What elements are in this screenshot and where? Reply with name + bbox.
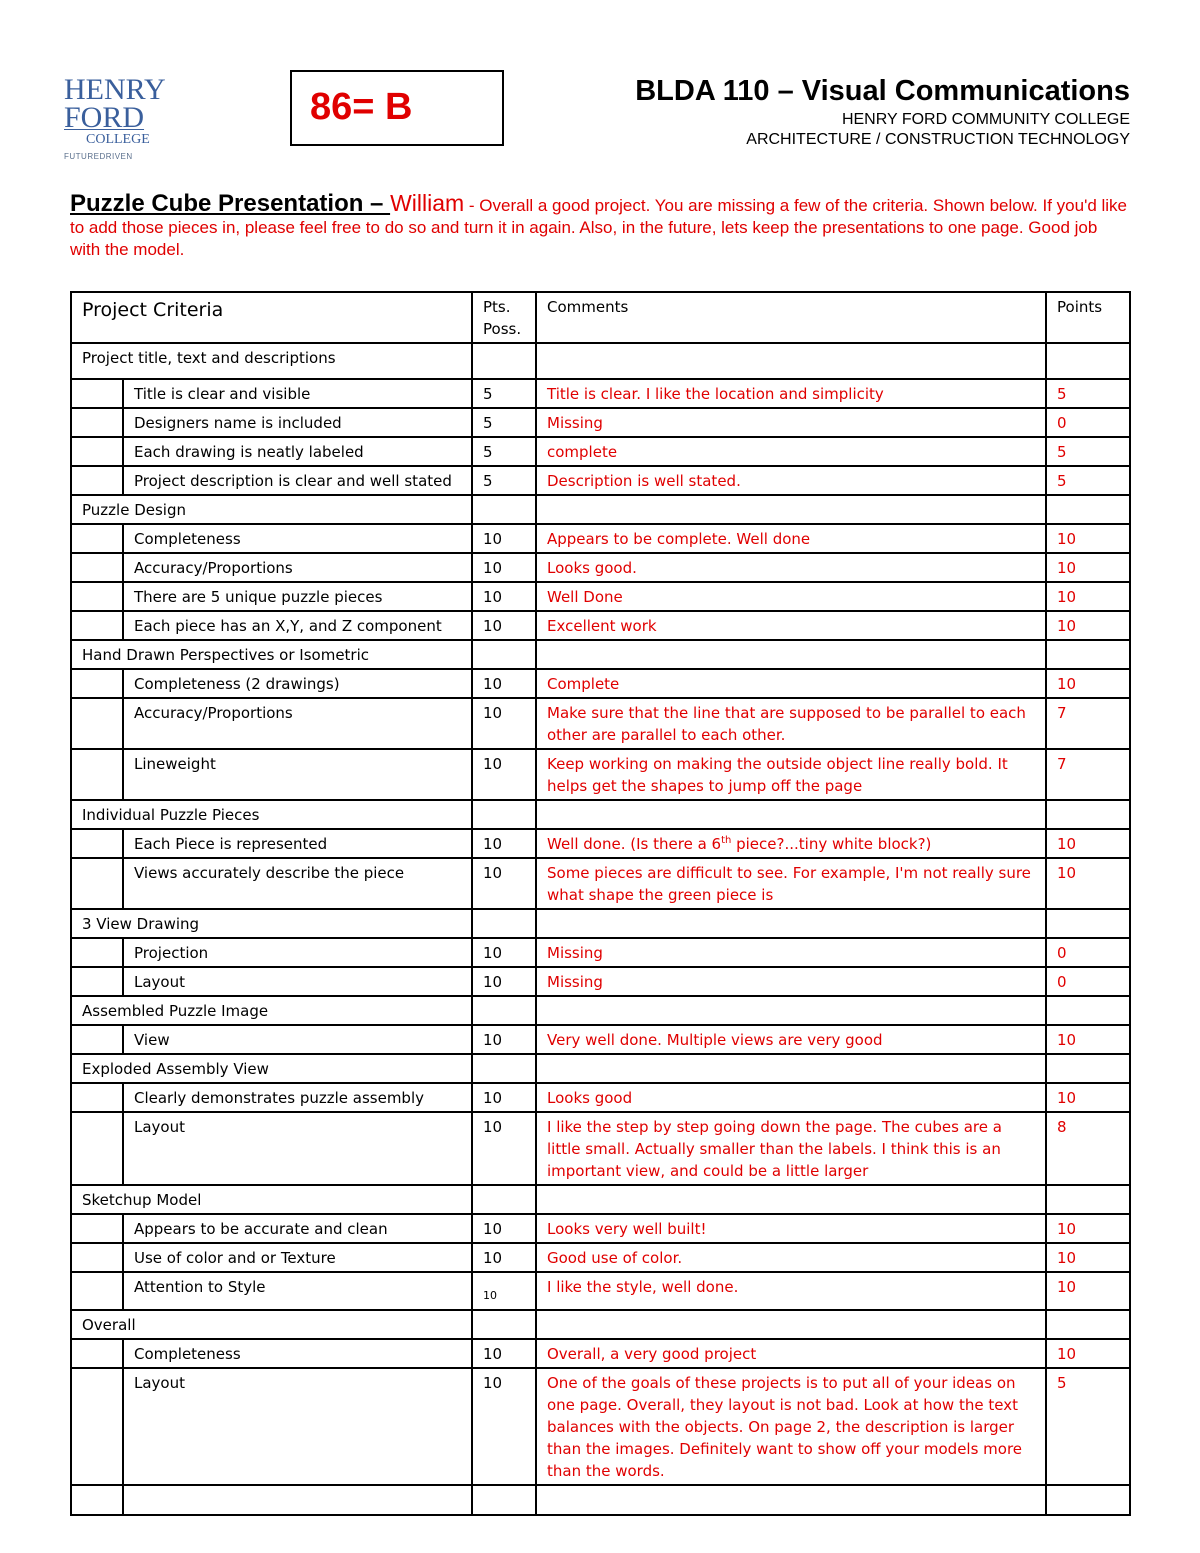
- section-title: Assembled Puzzle Image: [71, 996, 472, 1025]
- indent-cell: [71, 1112, 123, 1185]
- comment-cell: Missing: [536, 938, 1046, 967]
- comment-cell: Some pieces are difficult to see. For example, I'm not really sure what shape the green piece is: [536, 858, 1046, 909]
- table-row: [71, 1025, 1130, 1054]
- section-comment-cell: [536, 996, 1046, 1025]
- comment-cell: One of the goals of these projects is to put all of your ideas on one page. Overall, they layout is not bad. Look at how the text balances with the objects. On page 2, the description is larger than the images. Definitely want to show off your models more than the words.: [536, 1368, 1046, 1485]
- section-header-row: [71, 495, 1130, 524]
- score-cell: 10: [1046, 553, 1130, 582]
- pts-poss-cell: 10: [472, 611, 536, 640]
- indent-cell: [71, 1339, 123, 1368]
- criterion-cell: Title is clear and visible: [123, 379, 472, 408]
- section-score-cell: [1046, 800, 1130, 829]
- section-header-row: [71, 343, 1130, 379]
- section-header-row: [71, 1310, 1130, 1339]
- section-comment-cell: [536, 343, 1046, 379]
- table-row: [71, 611, 1130, 640]
- section-pts-cell: [472, 1310, 536, 1339]
- section-header-row: [71, 996, 1130, 1025]
- indent-cell: [71, 938, 123, 967]
- score-cell: 10: [1046, 1272, 1130, 1310]
- pts-poss-cell: [472, 1485, 536, 1515]
- score-cell: 10: [1046, 1214, 1130, 1243]
- table-row: [71, 466, 1130, 495]
- table-row: [71, 437, 1130, 466]
- section-title: Exploded Assembly View: [71, 1054, 472, 1083]
- section-title: Hand Drawn Perspectives or Isometric: [71, 640, 472, 669]
- table-row: [71, 829, 1130, 858]
- grade-box: [290, 70, 504, 146]
- criterion-cell: There are 5 unique puzzle pieces: [123, 582, 472, 611]
- section-pts-cell: [472, 800, 536, 829]
- course-title: BLDA 110 – Visual Communications: [635, 75, 1130, 107]
- comment-cell: Title is clear. I like the location and simplicity: [536, 379, 1046, 408]
- pts-poss-cell: 5: [472, 408, 536, 437]
- score-cell: 10: [1046, 858, 1130, 909]
- table-row: [71, 749, 1130, 800]
- comment-cell: Make sure that the line that are supposed to be parallel to each other are parallel to each other.: [536, 698, 1046, 749]
- pts-poss-cell: 10: [472, 938, 536, 967]
- score-cell: 10: [1046, 611, 1130, 640]
- table-row: [71, 1368, 1130, 1485]
- section-comment-cell: [536, 1054, 1046, 1083]
- section-header-row: [71, 800, 1130, 829]
- section-title: Overall: [71, 1310, 472, 1339]
- indent-cell: [71, 1485, 123, 1515]
- table-row: [71, 1339, 1130, 1368]
- comment-cell: Looks good: [536, 1083, 1046, 1112]
- section-score-cell: [1046, 1185, 1130, 1214]
- indent-cell: [71, 829, 123, 858]
- section-pts-cell: [472, 1054, 536, 1083]
- header-comments: Comments: [536, 292, 1046, 343]
- pts-poss-cell: 10: [472, 1112, 536, 1185]
- comment-cell: I like the step by step going down the page. The cubes are a little small. Actually smaller than the labels. I think this is an important view, and could be a little larger: [536, 1112, 1046, 1185]
- criterion-cell: Layout: [123, 967, 472, 996]
- indent-cell: [71, 698, 123, 749]
- score-cell: 10: [1046, 669, 1130, 698]
- instructor-feedback: - Overall a good project. You are missing a few of the criteria. Shown below. If you'd like to add those pieces in, please feel free to do so and turn it in again. Also, in the future, lets keep the presentations to one page. Good job with the model.: [70, 196, 1128, 259]
- criterion-cell: Accuracy/Proportions: [123, 553, 472, 582]
- section-pts-cell: [472, 996, 536, 1025]
- indent-cell: [71, 749, 123, 800]
- indent-cell: [71, 1083, 123, 1112]
- criterion-cell: Projection: [123, 938, 472, 967]
- indent-cell: [71, 379, 123, 408]
- section-pts-cell: [472, 495, 536, 524]
- comment-cell: Description is well stated.: [536, 466, 1046, 495]
- grade-text: 86= B: [310, 86, 413, 128]
- section-score-cell: [1046, 996, 1130, 1025]
- section-title: Puzzle Design: [71, 495, 472, 524]
- pts-poss-cell: 5: [472, 379, 536, 408]
- table-row: [71, 1083, 1130, 1112]
- header-pts-poss: Pts. Poss.: [472, 292, 536, 343]
- pts-poss-cell: 10: [472, 669, 536, 698]
- score-cell: 5: [1046, 379, 1130, 408]
- section-header-row: [71, 640, 1130, 669]
- intro-paragraph: [70, 192, 1130, 261]
- section-title: Sketchup Model: [71, 1185, 472, 1214]
- empty-row: [71, 1485, 1130, 1515]
- score-cell: 10: [1046, 829, 1130, 858]
- criterion-cell: Each Piece is represented: [123, 829, 472, 858]
- comment-text: Well done. (Is there a 6: [547, 835, 722, 853]
- pts-poss-cell: 10: [472, 524, 536, 553]
- pts-poss-cell: 10: [472, 1214, 536, 1243]
- table-row: [71, 553, 1130, 582]
- table-row: [71, 408, 1130, 437]
- criterion-cell: Views accurately describe the piece: [123, 858, 472, 909]
- logo-line-1: HENRY: [64, 73, 166, 106]
- section-header-row: [71, 1054, 1130, 1083]
- pts-poss-cell: 10: [472, 967, 536, 996]
- score-cell: 10: [1046, 1083, 1130, 1112]
- criterion-cell: Project description is clear and well stated: [123, 466, 472, 495]
- table-row: [71, 938, 1130, 967]
- pts-poss-cell: 10: [472, 1083, 536, 1112]
- section-header-row: [71, 1185, 1130, 1214]
- table-row: [71, 379, 1130, 408]
- table-row: [71, 1214, 1130, 1243]
- comment-cell: Missing: [536, 408, 1046, 437]
- criterion-cell: Completeness (2 drawings): [123, 669, 472, 698]
- college-logo: [64, 73, 166, 161]
- course-header: [635, 74, 1130, 150]
- indent-cell: [71, 669, 123, 698]
- section-comment-cell: [536, 800, 1046, 829]
- comment-cell: I like the style, well done.: [536, 1272, 1046, 1310]
- section-score-cell: [1046, 495, 1130, 524]
- score-cell: 5: [1046, 466, 1130, 495]
- comment-cell: Well Done: [536, 582, 1046, 611]
- score-cell: 5: [1046, 1368, 1130, 1485]
- table-row: [71, 967, 1130, 996]
- section-title: 3 View Drawing: [71, 909, 472, 938]
- score-cell: 10: [1046, 1025, 1130, 1054]
- pts-poss-cell: 10: [472, 749, 536, 800]
- criterion-cell: Use of color and or Texture: [123, 1243, 472, 1272]
- score-cell: 8: [1046, 1112, 1130, 1185]
- comment-superscript: th: [721, 835, 732, 846]
- college-name: HENRY FORD COMMUNITY COLLEGE: [841, 111, 1130, 128]
- pts-poss-cell: 5: [472, 466, 536, 495]
- table-row: [71, 858, 1130, 909]
- pts-poss-cell: 10: [472, 553, 536, 582]
- section-comment-cell: [536, 1310, 1046, 1339]
- indent-cell: [71, 408, 123, 437]
- comment-cell: [536, 1485, 1046, 1515]
- table-row: [71, 669, 1130, 698]
- department-name: ARCHITECTURE / CONSTRUCTION TECHNOLOGY: [746, 131, 1130, 148]
- comment-cell: Very well done. Multiple views are very good: [536, 1025, 1046, 1054]
- criterion-cell: Each piece has an X,Y, and Z component: [123, 611, 472, 640]
- pts-poss-cell: 10: [472, 1339, 536, 1368]
- pts-poss-cell: 10: [472, 1025, 536, 1054]
- section-score-cell: [1046, 1054, 1130, 1083]
- project-title: Puzzle Cube Presentation –: [70, 190, 391, 217]
- comment-cell: Appears to be complete. Well done: [536, 524, 1046, 553]
- indent-cell: [71, 1214, 123, 1243]
- comment-cell: complete: [536, 437, 1046, 466]
- indent-cell: [71, 1243, 123, 1272]
- header-points: Points: [1046, 292, 1130, 343]
- pts-poss-cell: 10: [472, 698, 536, 749]
- section-comment-cell: [536, 1185, 1046, 1214]
- pts-poss-cell: 10: [472, 858, 536, 909]
- score-cell: [1046, 1485, 1130, 1515]
- score-cell: 10: [1046, 582, 1130, 611]
- score-cell: 10: [1046, 1243, 1130, 1272]
- logo-line-3: COLLEGE: [86, 132, 150, 147]
- comment-cell: Excellent work: [536, 611, 1046, 640]
- score-cell: 7: [1046, 698, 1130, 749]
- criterion-cell: Each drawing is neatly labeled: [123, 437, 472, 466]
- criterion-cell: Layout: [123, 1112, 472, 1185]
- table-row: [71, 524, 1130, 553]
- student-name: William: [390, 190, 465, 216]
- section-score-cell: [1046, 1310, 1130, 1339]
- comment-cell: Looks very well built!: [536, 1214, 1046, 1243]
- criterion-cell: [123, 1485, 472, 1515]
- section-pts-cell: [472, 343, 536, 379]
- section-title: Individual Puzzle Pieces: [71, 800, 472, 829]
- section-comment-cell: [536, 640, 1046, 669]
- indent-cell: [71, 1025, 123, 1054]
- section-pts-cell: [472, 909, 536, 938]
- comment-cell: Good use of color.: [536, 1243, 1046, 1272]
- pts-poss-cell: 10: [472, 1272, 536, 1310]
- table-row: [71, 1112, 1130, 1185]
- section-score-cell: [1046, 640, 1130, 669]
- indent-cell: [71, 611, 123, 640]
- section-score-cell: [1046, 343, 1130, 379]
- indent-cell: [71, 858, 123, 909]
- comment-text: piece?...tiny white block?): [731, 835, 932, 853]
- section-comment-cell: [536, 495, 1046, 524]
- indent-cell: [71, 437, 123, 466]
- section-pts-cell: [472, 1185, 536, 1214]
- indent-cell: [71, 967, 123, 996]
- comment-cell: Looks good.: [536, 553, 1046, 582]
- logo-tagline: FUTUREDRIVEN: [64, 152, 133, 161]
- criterion-cell: Completeness: [123, 1339, 472, 1368]
- section-pts-cell: [472, 640, 536, 669]
- criterion-cell: Accuracy/Proportions: [123, 698, 472, 749]
- indent-cell: [71, 1272, 123, 1310]
- pts-poss-cell: 10: [472, 582, 536, 611]
- section-score-cell: [1046, 909, 1130, 938]
- comment-cell: Complete: [536, 669, 1046, 698]
- criterion-cell: View: [123, 1025, 472, 1054]
- criterion-cell: Clearly demonstrates puzzle assembly: [123, 1083, 472, 1112]
- score-cell: 10: [1046, 1339, 1130, 1368]
- comment-cell: [536, 829, 1046, 858]
- section-title: Project title, text and descriptions: [71, 343, 472, 379]
- score-cell: 0: [1046, 938, 1130, 967]
- table-row: [71, 582, 1130, 611]
- criterion-cell: Attention to Style: [123, 1272, 472, 1310]
- header-criteria: Project Criteria: [71, 292, 472, 343]
- criterion-cell: Designers name is included: [123, 408, 472, 437]
- indent-cell: [71, 466, 123, 495]
- table-row: [71, 1272, 1130, 1310]
- score-cell: 10: [1046, 524, 1130, 553]
- pts-poss-cell: 10: [472, 1368, 536, 1485]
- pts-poss-cell: 10: [472, 829, 536, 858]
- criterion-cell: Appears to be accurate and clean: [123, 1214, 472, 1243]
- pts-poss-cell: 10: [472, 1243, 536, 1272]
- table-header-row: [71, 292, 1130, 343]
- score-cell: 5: [1046, 437, 1130, 466]
- indent-cell: [71, 582, 123, 611]
- score-cell: 0: [1046, 967, 1130, 996]
- comment-cell: Missing: [536, 967, 1046, 996]
- table-row: [71, 698, 1130, 749]
- logo-line-2: FORD: [64, 101, 145, 134]
- indent-cell: [71, 553, 123, 582]
- indent-cell: [71, 524, 123, 553]
- table-row: [71, 1243, 1130, 1272]
- criterion-cell: Completeness: [123, 524, 472, 553]
- pts-poss-cell: 5: [472, 437, 536, 466]
- comment-cell: Overall, a very good project: [536, 1339, 1046, 1368]
- section-comment-cell: [536, 909, 1046, 938]
- criterion-cell: Lineweight: [123, 749, 472, 800]
- score-cell: 7: [1046, 749, 1130, 800]
- criterion-cell: Layout: [123, 1368, 472, 1485]
- comment-cell: Keep working on making the outside object line really bold. It helps get the shapes to jump off the page: [536, 749, 1046, 800]
- score-cell: 0: [1046, 408, 1130, 437]
- indent-cell: [71, 1368, 123, 1485]
- grading-rubric-table: [70, 291, 1131, 1516]
- section-header-row: [71, 909, 1130, 938]
